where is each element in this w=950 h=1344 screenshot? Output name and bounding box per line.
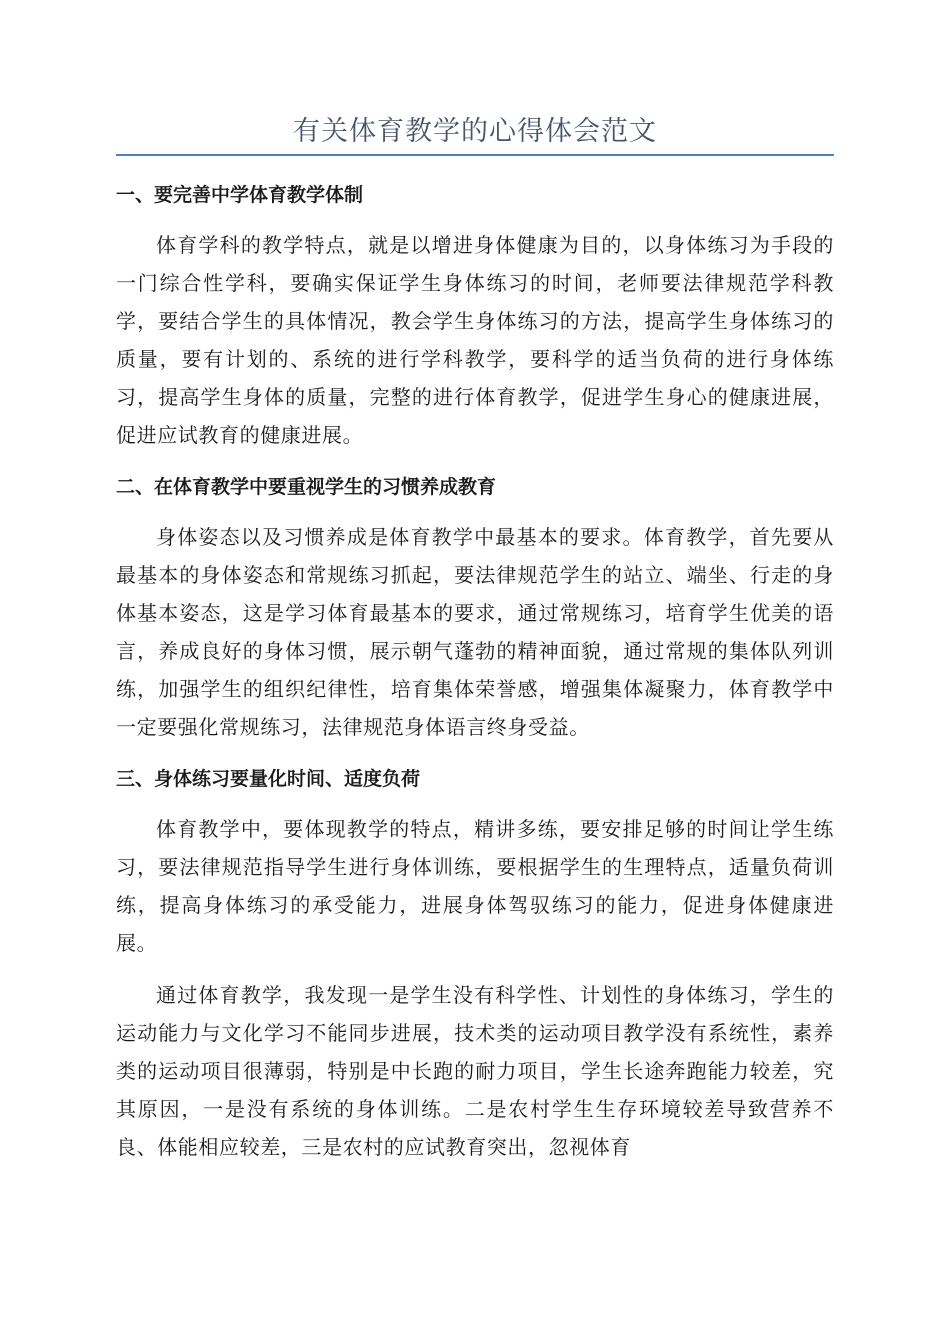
document-body <box>116 176 834 1180</box>
section-3-paragraph-2: 通过体育教学，我发现一是学生没有科学性、计划性的身体练习，学生的运动能力与文化学习不能同步进展，技术类的运动项目教学没有系统性，素养类的运动项目很薄弱，特别是中长跑的耐力项目，学生长途奔跑能力较差，究其原因，一是没有系统的身体训练。二是农村学生生存环境较差导致营养不良、体能相应较差，三是农村的应试教育突出，忽视体育 <box>116 983 834 1159</box>
section-heading-2: 二、在体育教学中要重视学生的习惯养成教育 <box>116 476 497 498</box>
section-2-paragraph-1: 身体姿态以及习惯养成是体育教学中最基本的要求。体育教学，首先要从最基本的身体姿态和常规练习抓起，要法律规范学生的站立、端坐、行走的身体基本姿态，这是学习体育最基本的要求，通过常规练习，培育学生优美的语言，养成良好的身体习惯，展示朝气蓬勃的精神面貌，通过常规的集体队列训练，加强学生的组织纪律性，培育集体荣誉感，增强集体凝聚力，体育教学中一定要强化常规练习，法律规范身体语言终身受益。 <box>116 525 834 739</box>
section-heading-3: 三、身体练习要量化时间、适度负荷 <box>116 768 421 790</box>
section-3-paragraph-1: 体育教学中，要体现教学的特点，精讲多练，要安排足够的时间让学生练习，要法律规范指导学生进行身体训练，要根据学生的生理特点，适量负荷训练，提高身体练习的承受能力，进展身体驾驭练习的能力，促进身体健康进展。 <box>116 817 834 955</box>
section-1-paragraph-1: 体育学科的教学特点，就是以增进身体健康为目的，以身体练习为手段的一门综合性学科，要确实保证学生身体练习的时间，老师要法律规范学科教学，要结合学生的具体情况，教会学生身体练习的方法，提高学生身体练习的质量，要有计划的、系统的进行学科教学，要科学的适当负荷的进行身体练习，提高学生身体的质量，完整的进行体育教学，促进学生身心的健康进展，促进应试教育的健康进展。 <box>116 233 834 447</box>
title-underline <box>116 154 834 156</box>
section-heading-1: 一、要完善中学体育教学体制 <box>116 184 364 206</box>
document-title: 有关体育教学的心得体会范文 <box>293 116 657 147</box>
